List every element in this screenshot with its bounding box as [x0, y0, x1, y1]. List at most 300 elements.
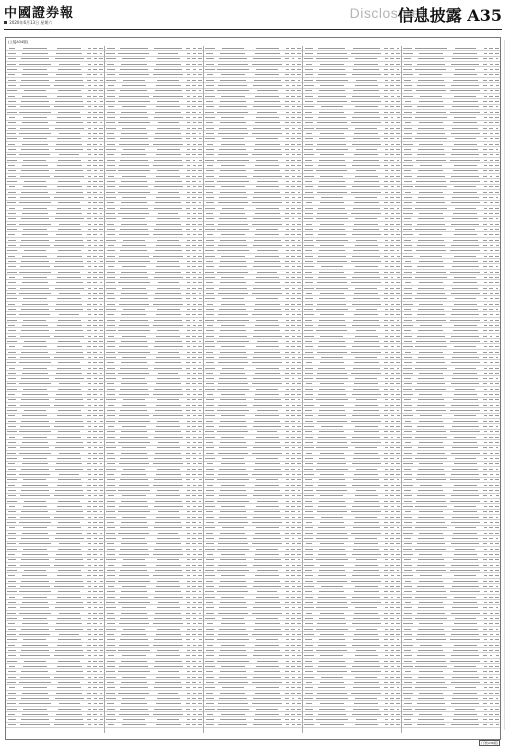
illegible-text-placeholder — [218, 543, 248, 544]
table-cell — [296, 511, 302, 512]
illegible-text-placeholder — [93, 229, 97, 230]
table-cell — [18, 613, 52, 614]
table-cell — [250, 597, 284, 598]
illegible-text-placeholder — [158, 53, 179, 54]
illegible-text-placeholder — [93, 506, 97, 507]
illegible-text-placeholder — [107, 133, 114, 134]
illegible-text-placeholder — [217, 250, 249, 251]
illegible-text-placeholder — [24, 181, 46, 182]
illegible-text-placeholder — [107, 160, 115, 161]
illegible-text-placeholder — [221, 597, 244, 598]
table-cell — [117, 495, 151, 496]
illegible-text-placeholder — [297, 144, 301, 145]
illegible-text-placeholder — [20, 447, 49, 448]
illegible-text-placeholder — [206, 543, 214, 544]
illegible-text-placeholder — [221, 74, 245, 75]
illegible-text-placeholder — [297, 53, 301, 54]
table-cell — [250, 410, 284, 411]
illegible-text-placeholder — [186, 597, 190, 598]
table-cell — [151, 224, 185, 225]
table-cell — [216, 677, 250, 678]
illegible-text-placeholder — [155, 202, 181, 203]
illegible-text-placeholder — [157, 101, 179, 102]
illegible-text-placeholder — [206, 373, 213, 374]
illegible-text-placeholder — [219, 336, 248, 337]
table-cell — [204, 112, 216, 113]
table-cell — [117, 112, 151, 113]
illegible-text-placeholder — [193, 229, 196, 230]
illegible-text-placeholder — [8, 218, 16, 219]
illegible-text-placeholder — [206, 293, 215, 294]
illegible-text-placeholder — [291, 629, 295, 630]
table-cell — [216, 399, 250, 400]
illegible-text-placeholder — [206, 538, 214, 539]
table-cell — [98, 527, 104, 528]
table-cell — [216, 682, 250, 683]
illegible-text-placeholder — [154, 138, 182, 139]
table-cell — [18, 373, 52, 374]
illegible-text-placeholder — [285, 655, 289, 656]
illegible-text-placeholder — [9, 666, 16, 667]
table-cell — [204, 570, 216, 571]
table-cell — [52, 639, 86, 640]
table-cell — [117, 272, 151, 273]
illegible-text-placeholder — [199, 341, 202, 342]
illegible-text-placeholder — [88, 410, 91, 411]
illegible-text-placeholder — [205, 277, 215, 278]
illegible-text-placeholder — [8, 165, 15, 166]
table-cell — [151, 442, 185, 443]
table-cell — [52, 368, 86, 369]
illegible-text-placeholder — [22, 144, 48, 145]
table-cell — [18, 240, 52, 241]
table-cell — [204, 368, 216, 369]
illegible-text-placeholder — [87, 415, 91, 416]
illegible-text-placeholder — [198, 277, 201, 278]
table-cell — [296, 709, 302, 710]
illegible-text-placeholder — [285, 234, 289, 235]
illegible-text-placeholder — [187, 650, 190, 651]
table-cell — [98, 677, 104, 678]
table-cell — [52, 352, 86, 353]
illegible-text-placeholder — [122, 538, 145, 539]
table-cell — [250, 69, 284, 70]
illegible-text-placeholder — [8, 288, 16, 289]
illegible-text-placeholder — [20, 607, 49, 608]
table-cell — [6, 533, 18, 534]
illegible-text-placeholder — [291, 122, 295, 123]
table-cell — [52, 106, 86, 107]
illegible-text-placeholder — [7, 229, 17, 230]
illegible-text-placeholder — [193, 639, 196, 640]
table-cell — [204, 591, 216, 592]
table-cell — [197, 250, 203, 251]
table-cell — [117, 336, 151, 337]
table-cell — [18, 671, 52, 672]
illegible-text-placeholder — [157, 650, 179, 651]
table-cell — [117, 522, 151, 523]
illegible-text-placeholder — [119, 394, 149, 395]
illegible-text-placeholder — [158, 213, 179, 214]
illegible-text-placeholder — [285, 495, 289, 496]
illegible-text-placeholder — [205, 661, 214, 662]
table-cell — [151, 314, 185, 315]
illegible-text-placeholder — [256, 506, 279, 507]
illegible-text-placeholder — [220, 261, 246, 262]
illegible-text-placeholder — [256, 208, 279, 209]
table-cell — [18, 543, 52, 544]
illegible-text-placeholder — [292, 501, 295, 502]
illegible-text-placeholder — [88, 655, 91, 656]
table-cell — [105, 90, 117, 91]
illegible-text-placeholder — [206, 192, 213, 193]
illegible-text-placeholder — [219, 426, 247, 427]
table-cell — [6, 240, 18, 241]
illegible-text-placeholder — [222, 618, 244, 619]
table-cell — [204, 415, 216, 416]
table-cell — [98, 629, 104, 630]
illegible-text-placeholder — [285, 261, 289, 262]
illegible-text-placeholder — [187, 234, 190, 235]
table-cell — [151, 645, 185, 646]
illegible-text-placeholder — [56, 373, 82, 374]
table-cell — [105, 693, 117, 694]
table-cell — [18, 490, 52, 491]
illegible-text-placeholder — [19, 362, 51, 363]
illegible-text-placeholder — [186, 709, 190, 710]
illegible-text-placeholder — [187, 586, 191, 587]
illegible-text-placeholder — [187, 53, 190, 54]
illegible-text-placeholder — [286, 405, 289, 406]
table-cell — [216, 501, 250, 502]
illegible-text-placeholder — [285, 213, 289, 214]
illegible-text-placeholder — [187, 623, 190, 624]
table-cell — [250, 282, 284, 283]
illegible-text-placeholder — [123, 399, 145, 400]
illegible-text-placeholder — [94, 314, 97, 315]
illegible-text-placeholder — [286, 618, 289, 619]
illegible-text-placeholder — [254, 581, 280, 582]
table-cell — [105, 80, 117, 81]
table-cell — [250, 144, 284, 145]
table-cell — [250, 325, 284, 326]
table-cell — [6, 682, 18, 683]
illegible-text-placeholder — [93, 90, 97, 91]
table-cell — [117, 133, 151, 134]
table-cell — [98, 506, 104, 507]
table-cell — [52, 48, 86, 49]
illegible-text-placeholder — [58, 479, 81, 480]
table-cell — [296, 128, 302, 129]
illegible-text-placeholder — [206, 607, 214, 608]
illegible-text-placeholder — [186, 639, 190, 640]
illegible-text-placeholder — [186, 543, 190, 544]
table-cell — [105, 208, 117, 209]
table-cell — [18, 591, 52, 592]
table-cell — [18, 479, 52, 480]
table-cell — [18, 186, 52, 187]
illegible-text-placeholder — [257, 501, 278, 502]
table-cell — [6, 314, 18, 315]
table-cell — [18, 224, 52, 225]
illegible-text-placeholder — [205, 575, 215, 576]
illegible-text-placeholder — [291, 410, 294, 411]
illegible-text-placeholder — [107, 485, 115, 486]
table-cell — [105, 341, 117, 342]
illegible-text-placeholder — [88, 501, 91, 502]
illegible-text-placeholder — [187, 698, 190, 699]
illegible-text-placeholder — [286, 272, 289, 273]
table-cell — [98, 154, 104, 155]
illegible-text-placeholder — [9, 506, 16, 507]
illegible-text-placeholder — [219, 447, 247, 448]
table-cell — [216, 112, 250, 113]
table-cell — [98, 613, 104, 614]
illegible-text-placeholder — [205, 48, 215, 49]
table-cell — [197, 586, 203, 587]
table-cell — [6, 554, 18, 555]
illegible-text-placeholder — [205, 69, 214, 70]
illegible-text-placeholder — [199, 250, 202, 251]
illegible-text-placeholder — [291, 261, 295, 262]
illegible-text-placeholder — [87, 645, 91, 646]
table-cell — [216, 703, 250, 704]
illegible-text-placeholder — [285, 650, 289, 651]
illegible-text-placeholder — [192, 170, 195, 171]
illegible-text-placeholder — [107, 682, 114, 683]
illegible-text-placeholder — [99, 389, 103, 390]
table-cell — [6, 709, 18, 710]
table-cell — [98, 298, 104, 299]
table-cell — [296, 218, 302, 219]
table-cell — [204, 506, 216, 507]
illegible-text-placeholder — [199, 479, 202, 480]
table-cell — [105, 410, 117, 411]
illegible-text-placeholder — [99, 378, 102, 379]
illegible-text-placeholder — [285, 511, 289, 512]
illegible-text-placeholder — [8, 511, 16, 512]
table-cell — [151, 431, 185, 432]
illegible-text-placeholder — [186, 224, 190, 225]
illegible-text-placeholder — [286, 48, 289, 49]
illegible-text-placeholder — [286, 64, 289, 65]
table-cell — [18, 666, 52, 667]
table-cell — [52, 613, 86, 614]
table-cell — [204, 122, 216, 123]
table-cell — [204, 629, 216, 630]
table-cell — [6, 639, 18, 640]
illegible-text-placeholder — [252, 154, 281, 155]
illegible-text-placeholder — [94, 357, 97, 358]
illegible-text-placeholder — [220, 53, 245, 54]
illegible-text-placeholder — [217, 181, 248, 182]
illegible-text-placeholder — [297, 234, 301, 235]
table-cell — [204, 458, 216, 459]
table-cell — [105, 288, 117, 289]
table-cell — [151, 346, 185, 347]
table-cell — [52, 336, 86, 337]
table-cell — [117, 320, 151, 321]
illegible-text-placeholder — [286, 383, 289, 384]
illegible-text-placeholder — [254, 629, 281, 630]
table-cell — [105, 293, 117, 294]
table-cell — [18, 650, 52, 651]
table-cell — [52, 282, 86, 283]
illegible-text-placeholder — [21, 469, 49, 470]
table-cell — [296, 58, 302, 59]
table-cell — [216, 170, 250, 171]
illegible-text-placeholder — [292, 58, 295, 59]
illegible-text-placeholder — [291, 415, 295, 416]
illegible-text-placeholder — [198, 602, 202, 603]
illegible-text-placeholder — [121, 431, 147, 432]
illegible-text-placeholder — [291, 320, 294, 321]
table-cell — [204, 224, 216, 225]
illegible-text-placeholder — [54, 677, 83, 678]
table-cell — [216, 714, 250, 715]
table-cell — [204, 554, 216, 555]
illegible-text-placeholder — [199, 202, 202, 203]
illegible-text-placeholder — [286, 208, 289, 209]
table-cell — [117, 213, 151, 214]
illegible-text-placeholder — [198, 346, 201, 347]
table-cell — [105, 714, 117, 715]
illegible-text-placeholder — [156, 586, 180, 587]
illegible-text-placeholder — [9, 208, 15, 209]
table-cell — [151, 122, 185, 123]
illegible-text-placeholder — [198, 575, 201, 576]
table-cell — [197, 314, 203, 315]
illegible-text-placeholder — [107, 437, 115, 438]
table-cell — [117, 149, 151, 150]
table-cell — [250, 661, 284, 662]
table-cell — [98, 714, 104, 715]
table-cell — [98, 74, 104, 75]
illegible-text-placeholder — [99, 431, 103, 432]
illegible-text-placeholder — [207, 554, 214, 555]
table-cell — [216, 533, 250, 534]
illegible-text-placeholder — [198, 170, 202, 171]
table-cell — [151, 218, 185, 219]
table-cell — [151, 405, 185, 406]
table-cell — [296, 96, 302, 97]
table-cell — [151, 48, 185, 49]
table-cell — [250, 549, 284, 550]
illegible-text-placeholder — [186, 112, 190, 113]
illegible-text-placeholder — [291, 549, 294, 550]
table-cell — [296, 69, 302, 70]
illegible-text-placeholder — [207, 304, 214, 305]
illegible-text-placeholder — [187, 256, 190, 257]
illegible-text-placeholder — [205, 112, 214, 113]
table-cell — [197, 426, 203, 427]
table-cell — [6, 208, 18, 209]
illegible-text-placeholder — [199, 410, 202, 411]
illegible-text-placeholder — [252, 474, 281, 475]
table-cell — [105, 431, 117, 432]
table-cell — [105, 677, 117, 678]
illegible-text-placeholder — [94, 559, 97, 560]
illegible-text-placeholder — [99, 682, 103, 683]
illegible-text-placeholder — [56, 192, 83, 193]
table-cell — [197, 581, 203, 582]
table-cell — [18, 58, 52, 59]
illegible-text-placeholder — [21, 399, 49, 400]
illegible-text-placeholder — [253, 128, 281, 129]
illegible-text-placeholder — [285, 463, 289, 464]
table-cell — [117, 421, 151, 422]
illegible-text-placeholder — [297, 575, 301, 576]
illegible-text-placeholder — [254, 192, 280, 193]
illegible-text-placeholder — [298, 559, 301, 560]
table-cell — [151, 522, 185, 523]
illegible-text-placeholder — [286, 527, 289, 528]
table-cell — [204, 165, 216, 166]
illegible-text-placeholder — [155, 341, 182, 342]
table-cell — [98, 442, 104, 443]
table-cell — [250, 639, 284, 640]
illegible-text-placeholder — [107, 591, 114, 592]
table-cell — [216, 229, 250, 230]
table-cell — [105, 282, 117, 283]
illegible-text-placeholder — [292, 202, 295, 203]
illegible-text-placeholder — [285, 144, 289, 145]
table-cell — [197, 245, 203, 246]
table-cell — [216, 346, 250, 347]
illegible-text-placeholder — [297, 314, 300, 315]
illegible-text-placeholder — [219, 106, 247, 107]
illegible-text-placeholder — [198, 405, 202, 406]
illegible-text-placeholder — [199, 112, 202, 113]
illegible-text-placeholder — [93, 96, 97, 97]
illegible-text-placeholder — [93, 144, 97, 145]
table-cell — [296, 559, 302, 560]
illegible-text-placeholder — [56, 511, 83, 512]
illegible-text-placeholder — [253, 106, 281, 107]
table-cell — [105, 479, 117, 480]
table-cell — [197, 80, 203, 81]
illegible-text-placeholder — [7, 613, 16, 614]
illegible-text-placeholder — [88, 703, 91, 704]
table-cell — [52, 197, 86, 198]
table-cell — [52, 192, 86, 193]
illegible-text-placeholder — [217, 160, 249, 161]
illegible-text-placeholder — [58, 112, 80, 113]
table-cell — [105, 309, 117, 310]
illegible-text-placeholder — [20, 724, 51, 725]
table-cell — [204, 298, 216, 299]
table-cell — [216, 357, 250, 358]
table-cell — [204, 442, 216, 443]
illegible-text-placeholder — [120, 160, 147, 161]
illegible-text-placeholder — [93, 181, 97, 182]
table-cell — [204, 549, 216, 550]
illegible-text-placeholder — [291, 309, 295, 310]
illegible-text-placeholder — [286, 453, 289, 454]
table-cell — [197, 724, 203, 725]
table-cell — [98, 362, 104, 363]
table-cell — [98, 288, 104, 289]
illegible-text-placeholder — [154, 186, 183, 187]
table-cell — [204, 586, 216, 587]
illegible-text-placeholder — [205, 320, 214, 321]
illegible-text-placeholder — [100, 671, 103, 672]
illegible-text-placeholder — [93, 437, 97, 438]
illegible-text-placeholder — [286, 160, 289, 161]
illegible-text-placeholder — [93, 501, 97, 502]
table-cell — [296, 288, 302, 289]
illegible-text-placeholder — [94, 288, 97, 289]
